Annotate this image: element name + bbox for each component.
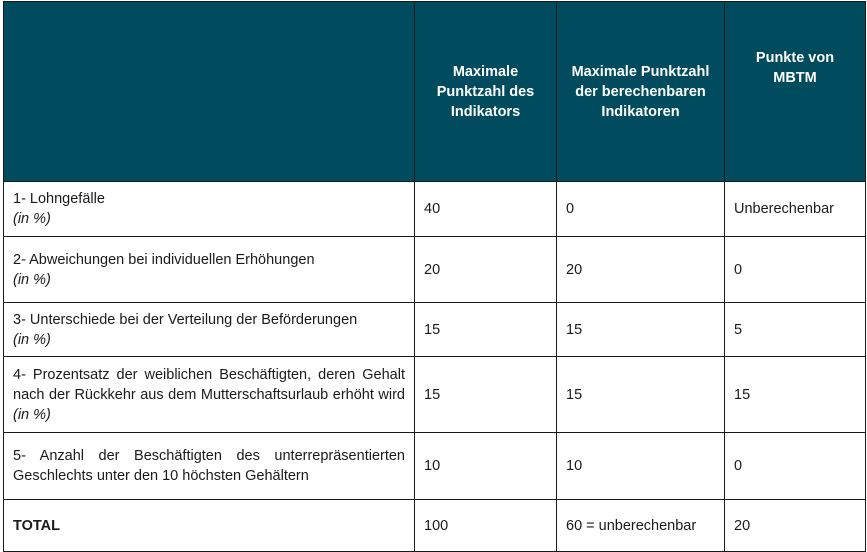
indicator-label-wrap bbox=[13, 365, 405, 425]
indicator-label: 3- Unterschiede bei der Verteilung der Beförderungen bbox=[13, 311, 358, 328]
header-line: Maximale bbox=[452, 63, 519, 80]
max-computable-cell: 0 bbox=[557, 182, 725, 237]
max-computable-cell: 15 bbox=[557, 357, 725, 433]
table-row bbox=[4, 433, 866, 500]
indicator-label: 1- Lohngefälle bbox=[13, 191, 105, 207]
total-max-indicator: 100 bbox=[415, 500, 557, 552]
header-line: Punktzahl des bbox=[436, 83, 535, 100]
header-blank-cell bbox=[4, 2, 415, 182]
max-computable-cell: 15 bbox=[557, 303, 725, 357]
table-row bbox=[4, 303, 866, 357]
header-line: Punkte von bbox=[755, 50, 835, 66]
indicator-label-cell bbox=[4, 433, 415, 500]
max-computable-cell: 10 bbox=[557, 433, 725, 500]
points-cell: Unberechenbar bbox=[725, 182, 866, 237]
max-indicator-cell: 15 bbox=[415, 303, 557, 357]
indicator-label-cell bbox=[4, 237, 415, 303]
points-cell: 0 bbox=[725, 237, 866, 303]
points-cell: 5 bbox=[725, 303, 866, 357]
max-indicator-cell: 10 bbox=[415, 433, 557, 500]
header-max-computable bbox=[557, 2, 725, 182]
indicator-label-cell bbox=[4, 182, 415, 237]
indicator-unit: (in %) bbox=[13, 331, 51, 348]
total-row bbox=[4, 500, 866, 552]
total-points: 20 bbox=[725, 500, 866, 552]
indicator-unit: (in %) bbox=[13, 211, 51, 227]
max-indicator-cell: 15 bbox=[415, 357, 557, 433]
max-computable-cell: 20 bbox=[557, 237, 725, 303]
header-line: MBTM bbox=[773, 70, 817, 86]
header-line: Indikators bbox=[450, 103, 521, 120]
score-table bbox=[3, 1, 866, 552]
total-max-computable: 60 = unberechenbar bbox=[557, 500, 725, 552]
indicator-label-cell bbox=[4, 303, 415, 357]
max-indicator-cell: 40 bbox=[415, 182, 557, 237]
points-cell: 15 bbox=[725, 357, 866, 433]
indicator-label-cell bbox=[4, 357, 415, 433]
table-row bbox=[4, 182, 866, 237]
header-points bbox=[725, 2, 866, 182]
total-label: TOTAL bbox=[4, 500, 415, 552]
table-row bbox=[4, 357, 866, 433]
max-indicator-cell: 20 bbox=[415, 237, 557, 303]
points-cell: 0 bbox=[725, 433, 866, 500]
indicator-label: 5- Anzahl der Beschäftigten des unterrepräsentierten Geschlechts unter den 10 höchsten Gehältern bbox=[13, 448, 405, 484]
header-line: Indikatoren bbox=[601, 103, 680, 120]
header-row bbox=[4, 2, 866, 182]
indicator-label: 4- Prozentsatz der weiblichen Beschäftigten, deren Gehalt nach der Rückkehr aus dem Mutterschaftsurlaub erhöht wird bbox=[13, 366, 405, 403]
table-row bbox=[4, 237, 866, 303]
header-line: der berechenbaren bbox=[575, 83, 706, 100]
indicator-unit: (in %) bbox=[13, 271, 51, 288]
indicator-unit: (in %) bbox=[13, 406, 51, 423]
header-line: Maximale Punktzahl bbox=[571, 63, 710, 80]
indicator-label: 2- Abweichungen bei individuellen Erhöhungen bbox=[13, 251, 315, 268]
header-max-indicator bbox=[415, 2, 557, 182]
